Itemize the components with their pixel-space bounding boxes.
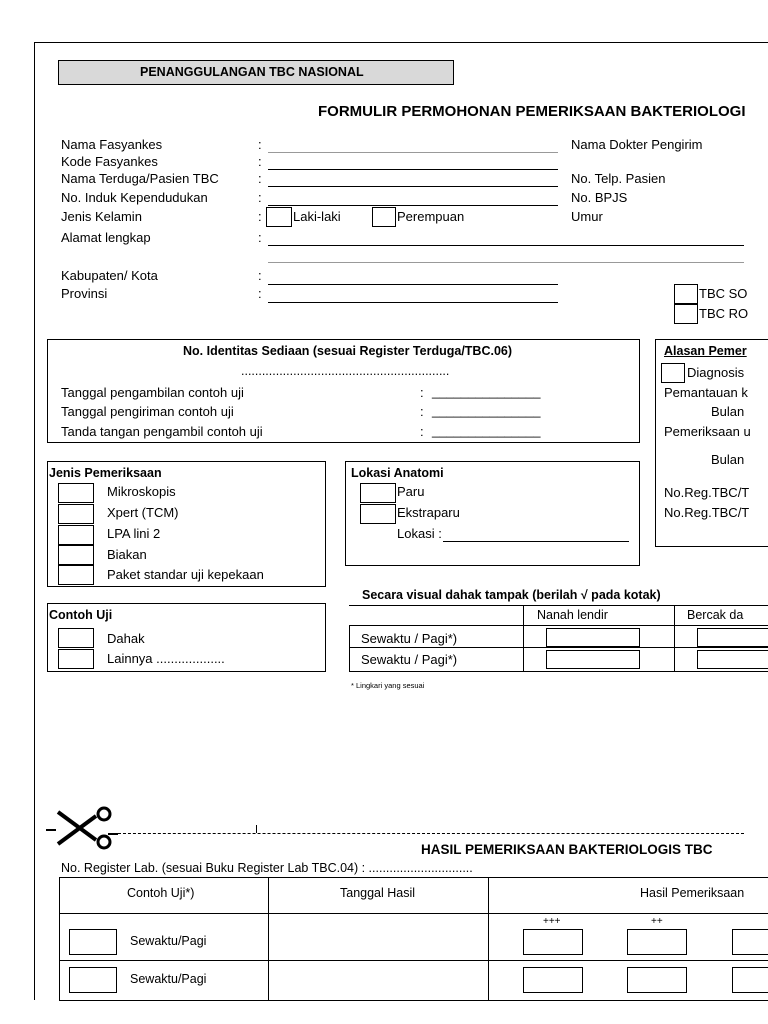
field-line-nama-fasyankes[interactable] <box>268 152 558 153</box>
label-umur: Umur <box>571 209 603 224</box>
program-title: PENANGGULANGAN TBC NASIONAL <box>140 65 364 79</box>
label-dokter: Nama Dokter Pengirim <box>571 137 703 152</box>
lokasi-title: Lokasi Anatomi <box>351 466 444 480</box>
jenis-title: Jenis Pemeriksaan <box>49 466 162 480</box>
label-plus3: +++ <box>543 916 561 927</box>
hasil-col-tanggal: Tanggal Hasil <box>340 886 416 900</box>
checkbox-bercak-2[interactable] <box>697 650 768 669</box>
colon: : <box>258 137 262 152</box>
checkbox-mikroskopis[interactable] <box>58 483 94 503</box>
field-tgl-kirim[interactable]: _______________ <box>432 403 541 418</box>
cut-line <box>118 833 744 834</box>
label-pemeriksaan: Pemeriksaan u <box>664 424 751 439</box>
colon: : <box>258 154 262 169</box>
hasil-row-1: Sewaktu/Pagi <box>130 934 207 948</box>
colon: : <box>258 268 262 283</box>
contoh-title: Contoh Uji <box>49 608 113 622</box>
checkbox-paket[interactable] <box>58 565 94 585</box>
label-dahak: Dahak <box>107 631 145 646</box>
label-tgl-kirim: Tanggal pengiriman contoh uji <box>61 404 234 419</box>
checkbox-laki[interactable] <box>266 207 292 227</box>
label-noreg-1: No.Reg.TBC/T <box>664 485 750 500</box>
label-biakan: Biakan <box>107 547 147 562</box>
checkbox-plus1-row2[interactable] <box>732 967 768 993</box>
checkbox-lainnya[interactable] <box>58 649 94 669</box>
label-laki: Laki-laki <box>293 209 341 224</box>
visual-table-left <box>349 625 350 671</box>
visual-title: Secara visual dahak tampak (berilah √ pada kotak) <box>362 588 661 602</box>
hasil-table-col2 <box>488 877 489 1000</box>
page-border-left <box>34 42 35 1000</box>
label-bpjs: No. BPJS <box>571 190 628 205</box>
hasil-table-top <box>59 877 768 878</box>
checkbox-hasil-row1[interactable] <box>69 929 117 955</box>
label-jenis-kelamin: Jenis Kelamin <box>61 209 142 224</box>
checkbox-plus2-row1[interactable] <box>627 929 687 955</box>
hasil-table-mid <box>59 960 768 961</box>
label-pemantauan: Pemantauan k <box>664 385 748 400</box>
hasil-title: HASIL PEMERIKSAAN BAKTERIOLOGIS TBC <box>421 842 713 857</box>
field-line-lokasi[interactable] <box>443 541 629 542</box>
label-perempuan: Perempuan <box>397 209 465 224</box>
hasil-table-bottom <box>59 1000 768 1001</box>
checkbox-tbc-ro[interactable] <box>674 304 698 324</box>
colon: : <box>420 424 424 439</box>
label-tbc-ro: TBC RO <box>699 306 749 321</box>
visual-row-2: Sewaktu / Pagi*) <box>361 652 458 667</box>
checkbox-nanah-2[interactable] <box>546 650 640 669</box>
label-lokasi: Lokasi : <box>397 526 442 541</box>
visual-table-col2 <box>674 605 675 671</box>
checkbox-hasil-row2[interactable] <box>69 967 117 993</box>
visual-col-nanah: Nanah lendir <box>537 608 608 622</box>
label-plus2: ++ <box>651 916 663 927</box>
visual-row-1: Sewaktu / Pagi*) <box>361 631 458 646</box>
label-alamat: Alamat lengkap <box>61 230 151 245</box>
checkbox-dahak[interactable] <box>58 628 94 648</box>
label-nama-fasyankes: Nama Fasyankes <box>61 137 163 152</box>
field-ttd[interactable]: _______________ <box>432 423 541 438</box>
checkbox-perempuan[interactable] <box>372 207 396 227</box>
hasil-table-left <box>59 877 60 1000</box>
label-kode-fasyankes: Kode Fasyankes <box>61 154 158 169</box>
field-tgl-ambil[interactable]: _______________ <box>432 384 541 399</box>
colon: : <box>420 385 424 400</box>
checkbox-plus3-row2[interactable] <box>523 967 583 993</box>
label-paru: Paru <box>397 484 425 499</box>
label-mikroskopis: Mikroskopis <box>107 484 176 499</box>
field-line-nama-pasien[interactable] <box>268 186 558 187</box>
label-noreg-2: No.Reg.TBC/T <box>664 505 750 520</box>
colon: : <box>258 286 262 301</box>
scissors-icon <box>46 806 118 855</box>
label-tgl-ambil: Tanggal pengambilan contoh uji <box>61 385 244 400</box>
label-paket: Paket standar uji kepekaan <box>107 567 264 582</box>
colon: : <box>420 404 424 419</box>
visual-note: * Lingkari yang sesuai <box>351 681 425 690</box>
label-nik: No. Induk Kependudukan <box>61 190 208 205</box>
label-lpa: LPA lini 2 <box>107 526 161 541</box>
hasil-col-contoh: Contoh Uji*) <box>127 886 195 900</box>
hasil-table-hdr <box>59 913 768 914</box>
sediaan-dots: ............................................................ <box>241 364 450 378</box>
field-line-kode-fasyankes[interactable] <box>268 169 558 170</box>
checkbox-nanah-1[interactable] <box>546 628 640 647</box>
field-line-alamat-2[interactable] <box>268 262 744 263</box>
visual-table-top <box>349 605 768 606</box>
visual-table-col1 <box>523 605 524 671</box>
label-ekstraparu: Ekstraparu <box>397 505 460 520</box>
alasan-title: Alasan Pemer <box>664 344 747 358</box>
label-provinsi: Provinsi <box>61 286 108 301</box>
hasil-table-col1 <box>268 877 269 1000</box>
checkbox-tbc-so[interactable] <box>674 284 698 304</box>
cut-line-tick <box>256 825 257 833</box>
label-bulan-2: Bulan <box>711 452 745 467</box>
label-bulan-1: Bulan <box>711 404 745 419</box>
visual-table-hdr <box>349 625 768 626</box>
colon: : <box>258 190 262 205</box>
hasil-row-2: Sewaktu/Pagi <box>130 972 207 986</box>
label-nama-pasien: Nama Terduga/Pasien TBC <box>61 171 219 186</box>
colon: : <box>258 171 262 186</box>
visual-col-bercak: Bercak da <box>687 608 744 622</box>
checkbox-lpa[interactable] <box>58 525 94 545</box>
checkbox-diagnosis[interactable] <box>661 363 685 383</box>
checkbox-plus1-row1[interactable] <box>732 929 768 955</box>
label-kabupaten: Kabupaten/ Kota <box>61 268 158 283</box>
visual-table-mid <box>349 647 768 648</box>
label-tbc-so: TBC SO <box>699 286 748 301</box>
sediaan-title: No. Identitas Sediaan (sesuai Register Terduga/TBC.06) <box>183 344 513 358</box>
colon: : <box>258 230 262 245</box>
form-title: FORMULIR PERMOHONAN PEMERIKSAAN BAKTERIOLOGI <box>318 103 746 120</box>
field-line-provinsi[interactable] <box>268 302 558 303</box>
field-line-kabupaten[interactable] <box>268 284 558 285</box>
label-ttd: Tanda tangan pengambil contoh uji <box>61 424 263 439</box>
label-lainnya: Lainnya ................... <box>107 651 225 666</box>
checkbox-ekstraparu[interactable] <box>360 504 396 524</box>
checkbox-biakan[interactable] <box>58 545 94 565</box>
field-line-alamat[interactable] <box>268 245 744 246</box>
hasil-noreg: No. Register Lab. (sesuai Buku Register Lab TBC.04) : .............................. <box>61 861 473 875</box>
label-diagnosis: Diagnosis <box>687 365 745 380</box>
field-line-nik[interactable] <box>268 205 558 206</box>
checkbox-plus2-row2[interactable] <box>627 967 687 993</box>
label-telp: No. Telp. Pasien <box>571 171 666 186</box>
checkbox-plus3-row1[interactable] <box>523 929 583 955</box>
checkbox-xpert[interactable] <box>58 504 94 524</box>
label-xpert: Xpert (TCM) <box>107 505 179 520</box>
colon: : <box>258 209 262 224</box>
hasil-col-hasil: Hasil Pemeriksaan <box>640 886 745 900</box>
checkbox-paru[interactable] <box>360 483 396 503</box>
visual-table-bottom <box>349 671 768 672</box>
checkbox-bercak-1[interactable] <box>697 628 768 647</box>
page-border-top <box>34 42 768 43</box>
